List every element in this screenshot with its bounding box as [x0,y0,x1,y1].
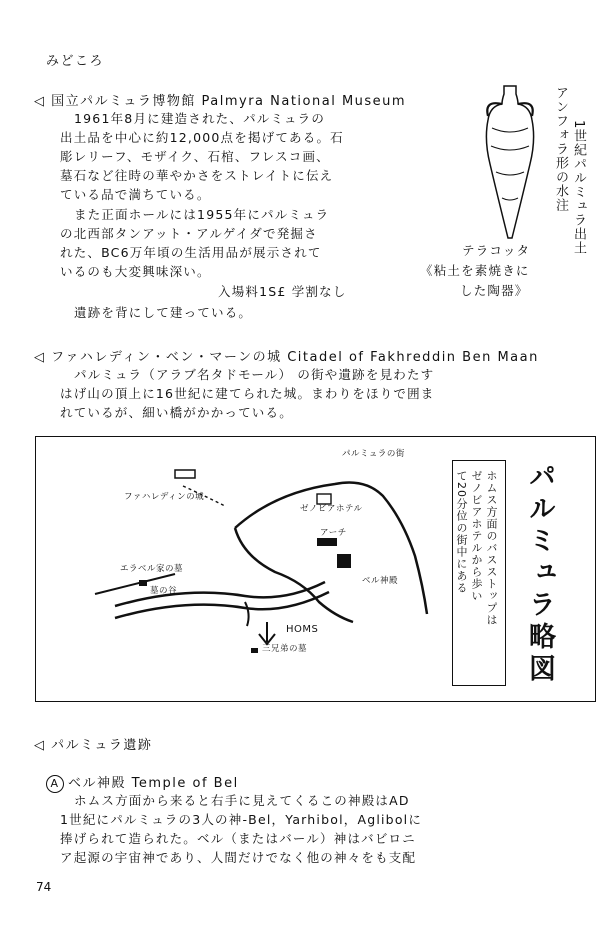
map-note-3: て20分位の街中にある [455,470,468,594]
bel-line-1: ホムス方面から来ると右手に見えてくるこの神殿はAD [74,793,410,808]
bel-line-3: 捧げられて造られた。ベル（またはバール）神はバビロニ [60,831,416,846]
map-label-valley: 墓の谷 [150,586,178,596]
bel-line-4: ア起源の宇宙神であり、人間だけでなく他の神々をも支配 [60,850,417,865]
museum-line-3: 彫レリーフ、モザイク、石棺、フレスコ画、 [60,149,330,164]
museum-line-1: 1961年8月に建造された、パルミュラの [74,111,326,126]
museum-line-6: また正面ホールには1955年にパルミュラ [74,207,330,222]
map-drawing [35,436,455,702]
map-label-town: パルミュラの街 [342,449,405,459]
citadel-heading: ◁ ファハレディン・ベン・マーンの城 Citadel of Fakhreddin Ben Maan [34,350,539,365]
amphora-caption-1: テラコッタ [462,243,531,258]
map-label-castle: ファハレディンの城 [124,492,205,502]
map-label-tomb: エラベル家の墓 [120,564,184,574]
museum-line-2: 出土品を中心に約12,000点を掲げてある。石 [60,130,344,145]
museum-line-4: 墓石など往時の華やかさをストレイトに伝え [60,168,334,183]
museum-heading: ◁ 国立パルミュラ博物館 Palmyra National Museum [34,94,407,109]
bel-heading: ベル神殿 Temple of Bel [68,776,239,791]
amphora-caption-3: した陶器》 [460,283,529,298]
citadel-line-1: パルミュラ（アラブ名タドモール） の街や遺跡を見わたす [74,367,435,382]
bel-line-2: 1世紀にパルミュラの3人の神-Bel，Yarhibol，Aglibolに [60,812,423,827]
map-label-hotel: ゼノビアホテル [300,504,363,514]
page-header: みどころ [46,54,105,69]
bel-heading-row [46,772,239,793]
amphora-caption-2: 《粘土を素焼きに [420,263,530,278]
amphora-vertical-note-2: アンフォラ形の水注 [553,86,568,212]
citadel-line-2: はげ山の頂上に16世紀に建てられた城。まわりをほりで囲ま [60,386,435,401]
page-number: 74 [36,880,52,894]
museum-line-5: ている品で満ちている。 [60,187,211,202]
map-note-1: ホムス方面のバスストップは [485,470,498,626]
amphora-vertical-note-1: 1世紀パルミュラ出土 [571,120,586,256]
museum-admission: 入場料1S£ 学割なし [218,284,347,299]
map-label-homs: HOMS [286,624,319,635]
map-title: パルミュラ略図 [524,462,555,686]
museum-line-9: いるのも大変興味深い。 [60,264,211,279]
bel-marker: A [46,775,64,793]
map-label-temple: ベル神殿 [362,576,399,586]
citadel-line-3: れているが、細い橋がかかっている。 [60,405,293,420]
map-label-three-brothers: 三兄弟の墓 [262,644,308,654]
map-note-2: ゼノビアホテルから歩い [470,470,483,602]
ruins-heading: ◁ パルミュラ遺跡 [34,738,153,753]
museum-line-7: の北西部タンアット・アルゲイダで発掘さ [60,226,318,241]
museum-location-note: 遺跡を背にして建っている。 [74,305,253,320]
map-label-arch: アーチ [320,528,347,538]
amphora-illustration [478,80,542,244]
museum-line-8: れた、BC6万年頃の生活用品が展示されて [60,245,322,260]
